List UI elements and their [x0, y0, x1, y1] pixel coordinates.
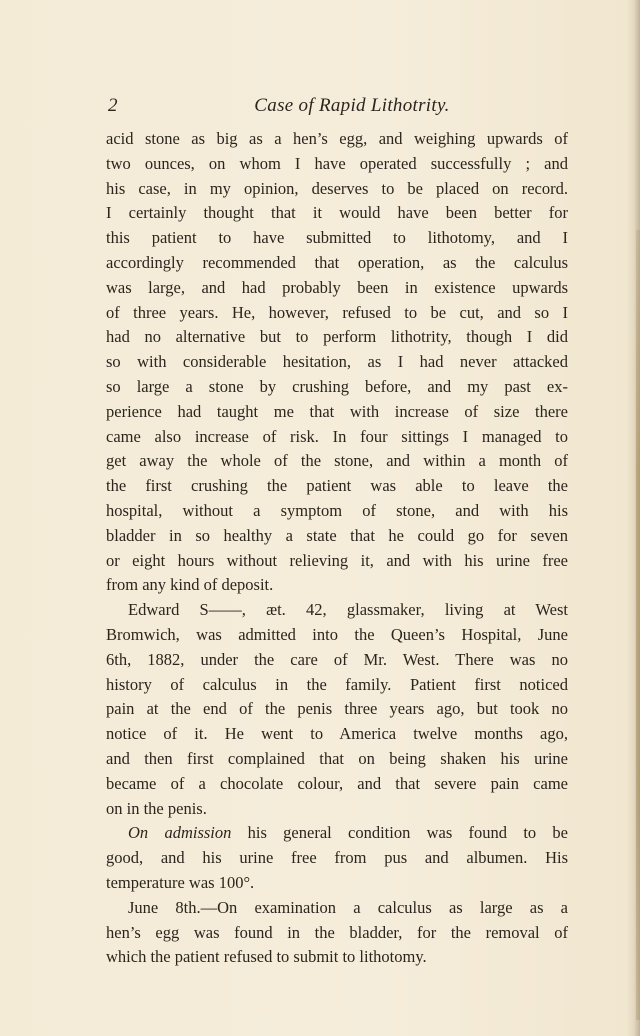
paragraph-1	[106, 127, 568, 598]
paragraph-3	[106, 821, 568, 895]
page-edge-band	[636, 230, 640, 1020]
text-line: from any kind of deposit.	[106, 575, 274, 595]
text-line: hospital, without a symptom of stone, and with his	[106, 500, 568, 520]
text-line	[106, 821, 568, 846]
text-line: had no alternative but to perform lithotrity, though I did	[106, 327, 568, 347]
running-title: Case of Rapid Lithotrity.	[254, 95, 450, 116]
text-line: temperature was 100°.	[106, 872, 255, 892]
running-head	[108, 94, 568, 118]
text-line: bladder in so healthy a state that he could go for seven	[106, 525, 568, 545]
text-line: two ounces, on whom I have operated successfully ; and	[106, 153, 568, 173]
text-line: history of calculus in the family. Patient first noticed	[106, 674, 568, 694]
text-line: Edward S——, æt. 42, glassmaker, living at West	[128, 600, 568, 620]
text-line: acid stone as big as a hen’s egg, and weighing upwards of	[106, 129, 568, 148]
text-line: Bromwich, was admitted into the Queen’s Hospital, June	[106, 624, 568, 644]
text-line: perience had taught me that with increase of size there	[106, 401, 568, 421]
paragraph-2	[106, 598, 568, 821]
text-line: became of a chocolate colour, and that severe pain came	[106, 773, 568, 793]
text-line: June 8th.—On examination a calculus as large as a	[128, 897, 568, 917]
text-line: accordingly recommended that operation, as the calculus	[106, 252, 568, 272]
italic-lead: On admission	[128, 823, 232, 843]
text-line: which the patient refused to submit to lithotomy.	[106, 947, 427, 967]
text-line: so large a stone by crushing before, and my past ex-	[106, 376, 568, 396]
text-line: on in the penis.	[106, 798, 207, 818]
text-line: 6th, 1882, under the care of Mr. West. There was no	[106, 649, 568, 669]
text-line: was large, and had probably been in existence upwards	[106, 277, 568, 297]
text-line: came also increase of risk. In four sittings I managed to	[106, 426, 568, 446]
text-line: of three years. He, however, refused to be cut, and so I	[106, 302, 568, 322]
page-number: 2	[108, 95, 118, 116]
text-line: notice of it. He went to America twelve months ago,	[106, 724, 568, 744]
text-line: good, and his urine free from pus and albumen. His	[106, 848, 568, 868]
text-line: his case, in my opinion, deserves to be placed on record.	[106, 178, 568, 198]
text-line: and then first complained that on being shaken his urine	[106, 748, 568, 768]
text-line: hen’s egg was found in the bladder, for the removal of	[106, 922, 568, 942]
text-fragment: his general condition was found to be	[231, 823, 568, 843]
body-text	[106, 127, 568, 970]
text-line: or eight hours without relieving it, and with his urine free	[106, 550, 568, 570]
paragraph-4	[106, 896, 568, 970]
text-line: this patient to have submitted to lithotomy, and I	[106, 228, 568, 248]
text-line: the first crushing the patient was able to leave the	[106, 476, 568, 496]
text-line: I certainly thought that it would have been better for	[106, 203, 568, 223]
text-line: so with considerable hesitation, as I had never attacked	[106, 352, 568, 372]
text-line: get away the whole of the stone, and within a month of	[106, 451, 568, 471]
text-line: pain at the end of the penis three years ago, but took no	[106, 699, 568, 719]
